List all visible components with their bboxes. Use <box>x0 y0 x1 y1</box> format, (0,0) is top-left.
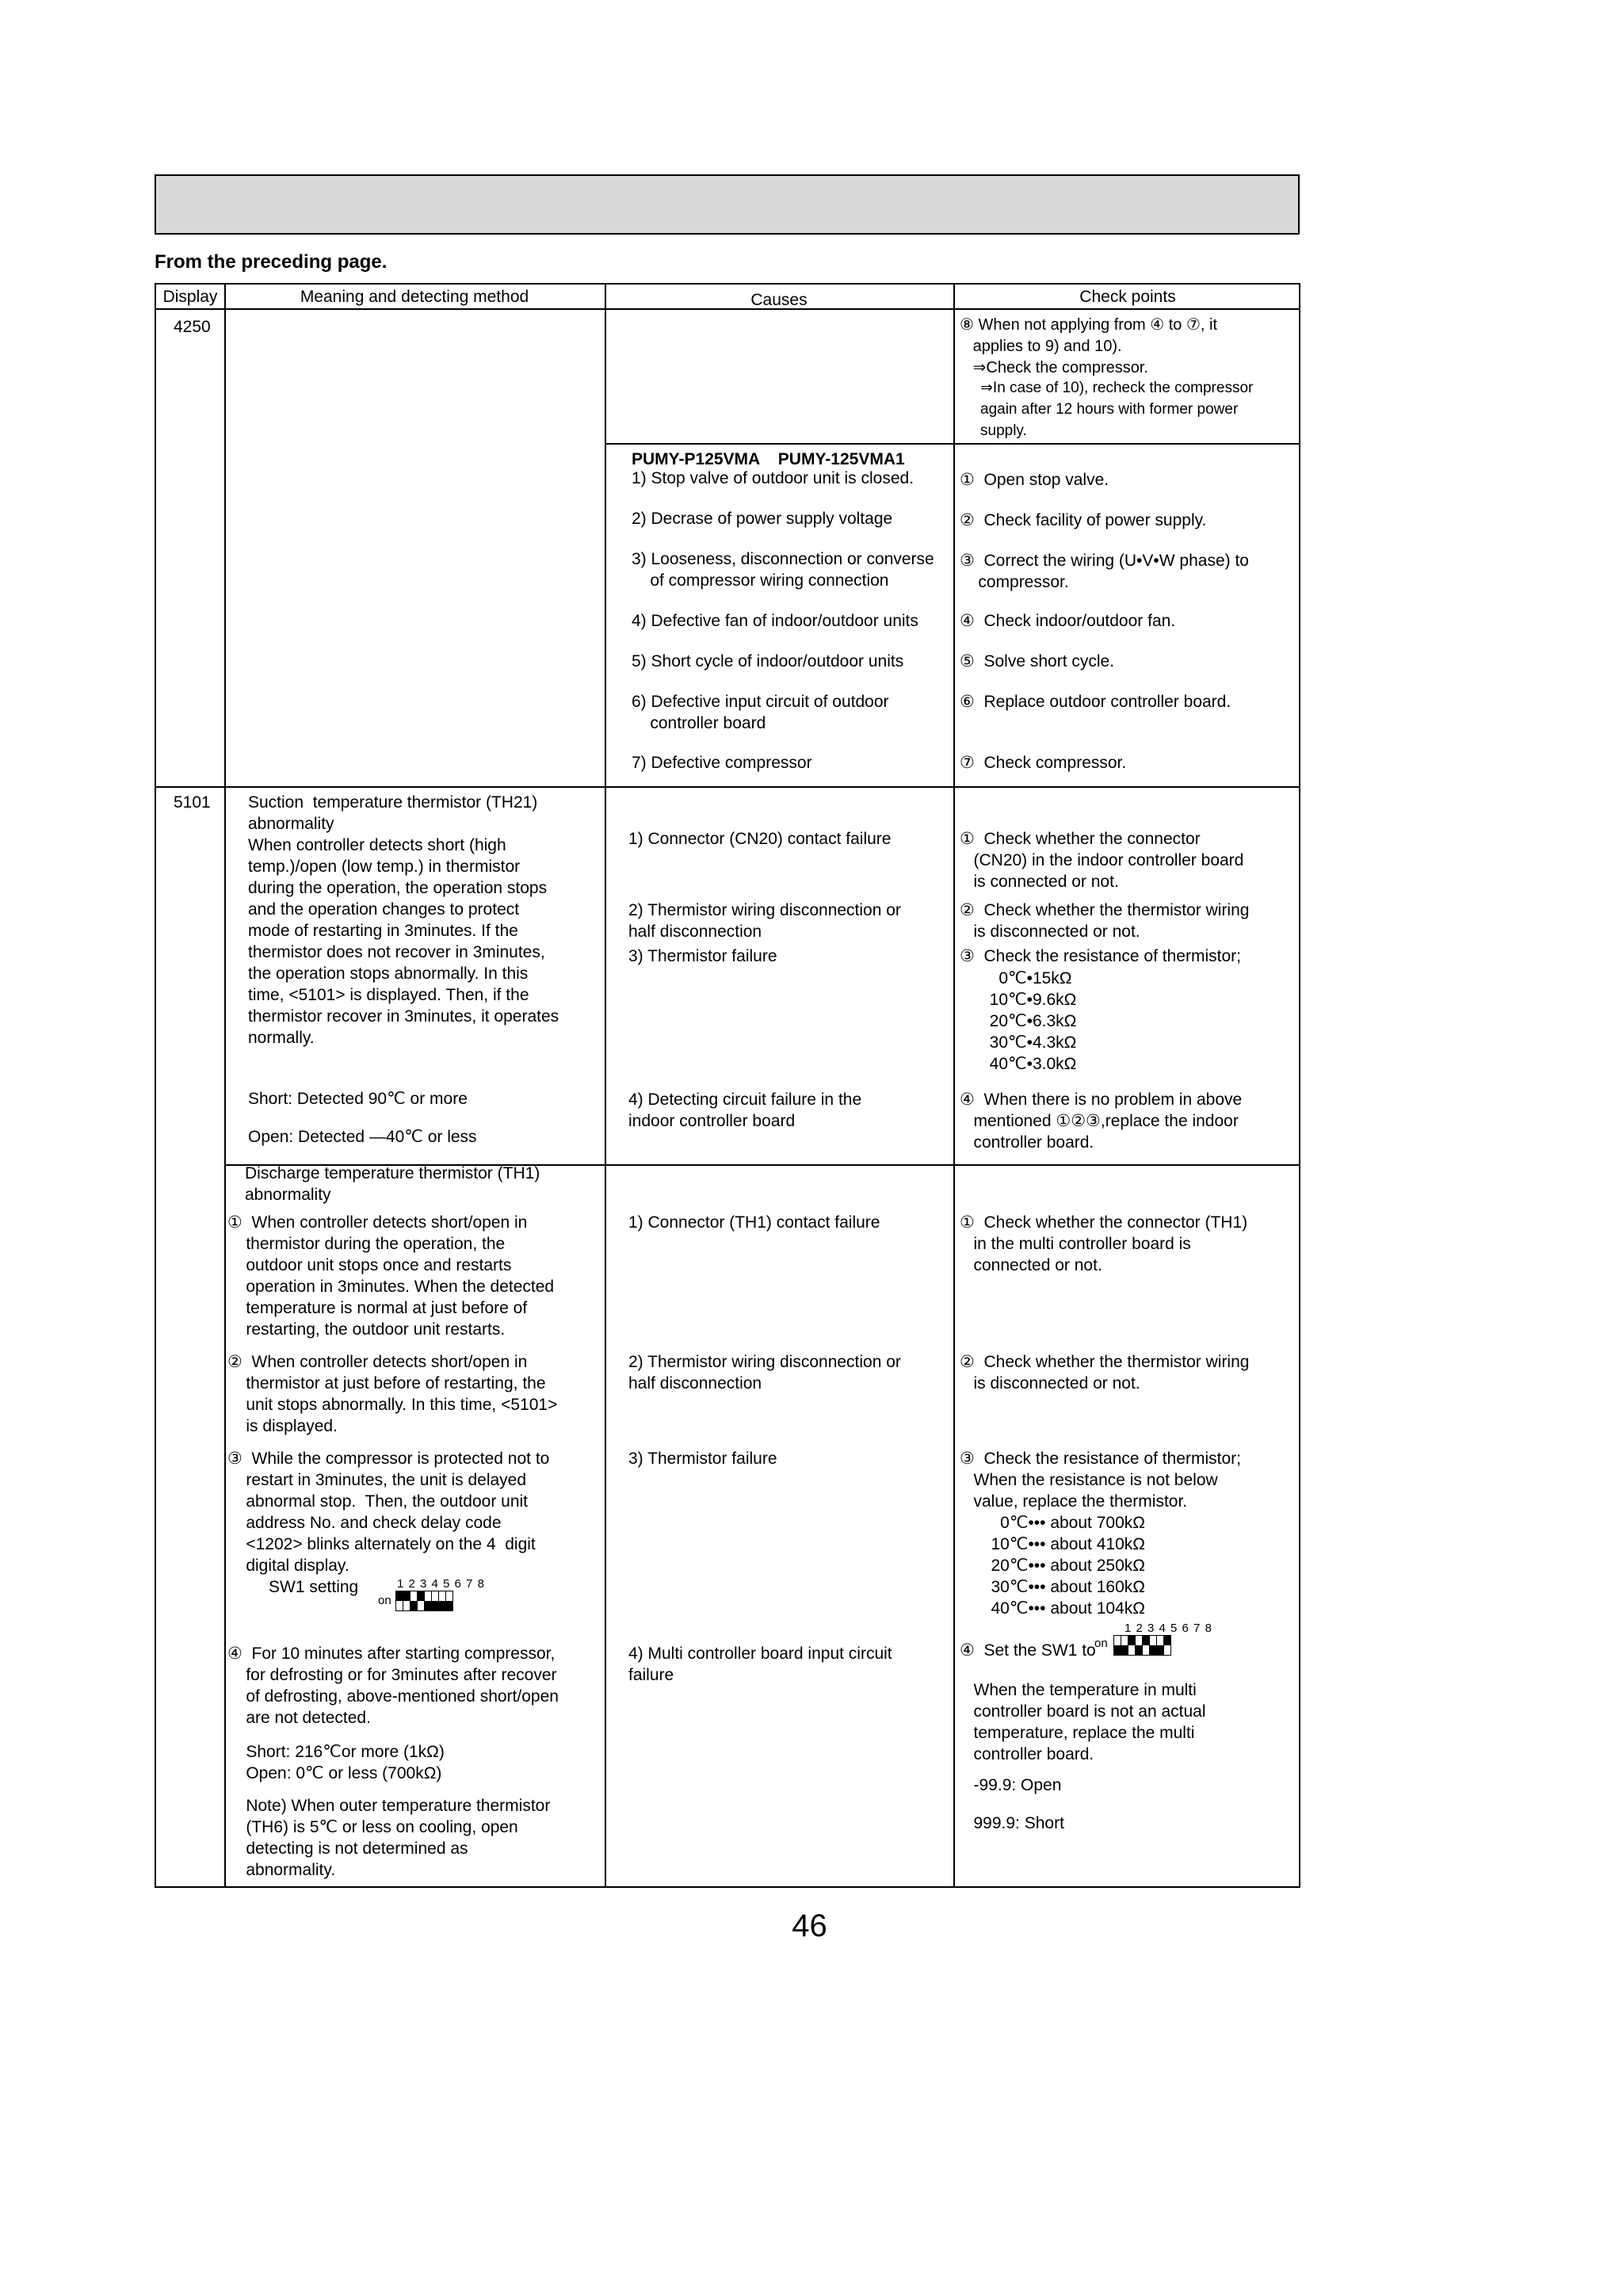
meaning-4-values: Short: 216℃or more (1kΩ) Open: 0℃ or less (700kΩ) <box>246 1743 445 1782</box>
col-header-meaning: Meaning and detecting method <box>300 288 529 306</box>
cause-7: 7) Defective compressor <box>632 754 812 772</box>
dip-bit <box>1163 1635 1171 1656</box>
check-4-detail: When the temperature in multi controller board is not an actual temperature, replace the multi controller board. <box>973 1681 1206 1763</box>
meaning-2: ② When controller detects short/open in thermistor at just before of restarting, the unit stops abnormally. In this time, <5101> is displayed. <box>227 1353 558 1435</box>
check-8b: ⇒In case of 10), recheck the compressor again after 12 hours with former power supply. <box>980 380 1254 439</box>
check-3: ③ Correct the wiring (U•V•W phase) to compressor. <box>960 552 1249 591</box>
col-divider <box>605 285 606 1886</box>
sw1-dip-switch: 1 2 3 4 5 6 7 8 on <box>378 1578 485 1611</box>
check-6: ⑥ Replace outdoor controller board. <box>960 693 1231 711</box>
trouble-table <box>155 283 1300 1888</box>
row-divider <box>156 786 1299 788</box>
dip-bit <box>445 1591 453 1611</box>
resistance-table: 0℃•15kΩ 10℃•9.6kΩ 20℃•6.3kΩ 30℃•4.3kΩ 40℃•3.0kΩ <box>989 969 1077 1073</box>
row-divider <box>605 443 1299 445</box>
check-1: ① Open stop valve. <box>960 471 1109 489</box>
cause-4: 4) Defective fan of indoor/outdoor units <box>632 612 918 630</box>
header-banner <box>155 174 1300 235</box>
code-4250: 4250 <box>174 318 211 336</box>
check-3: ③ Check the resistance of thermistor; When the resistance is not below value, replace the thermistor. <box>960 1450 1241 1511</box>
check-4: ④ When there is no problem in above mentioned ①②③,replace the indoor controller board. <box>960 1091 1243 1152</box>
cause-2: 2) Decrase of power supply voltage <box>632 510 893 528</box>
cause-2: 2) Thermistor wiring disconnection or half disconnection <box>628 1353 901 1392</box>
cause-3: 3) Thermistor failure <box>628 947 777 965</box>
meaning-discharge-title: Discharge temperature thermistor (TH1) abnormality <box>245 1164 540 1204</box>
short-value: 999.9: Short <box>960 1814 1064 1832</box>
check-2: ② Check whether the thermistor wiring is disconnected or not. <box>960 901 1250 941</box>
col-divider <box>224 285 226 1886</box>
check-1: ① Check whether the connector (TH1) in the multi controller board is connected or not. <box>960 1213 1248 1274</box>
meaning-4: ④ For 10 minutes after starting compressor, for defrosting or for 3minutes after recover of defrosting, above-mentioned short/open are not detected. <box>227 1645 559 1727</box>
col-divider <box>953 285 955 1886</box>
cause-1: 1) Connector (TH1) contact failure <box>628 1213 880 1232</box>
code-5101: 5101 <box>174 793 211 812</box>
cause-3: 3) Thermistor failure <box>628 1450 777 1468</box>
meaning-suction: Suction temperature thermistor (TH21) abnormality When controller detects short (high temp.)/open (low temp.) in thermistor during the operation, the operation stops and the operation changes to protect mode of restarting in 3minutes. If the thermistor does not recover in 3minutes, the operation stops abnormally. In this time, <5101> is displayed. Then, if the thermistor recover in 3minutes, it operates normally. <box>248 793 559 1047</box>
check-5: ⑤ Solve short cycle. <box>960 652 1115 670</box>
sw1-dip-switch-set: 1 2 3 4 5 6 7 8 on <box>1094 1622 1212 1656</box>
cause-5: 5) Short cycle of indoor/outdoor units <box>632 652 904 670</box>
col-header-display: Display <box>162 288 218 306</box>
check-2: ② Check whether the thermistor wiring is disconnected or not. <box>960 1353 1250 1392</box>
meaning-note: Note) When outer temperature thermistor (TH6) is 5℃ or less on cooling, open detecting is not determined as abnormality. <box>246 1797 551 1879</box>
check-3: ③ Check the resistance of thermistor; <box>960 947 1241 965</box>
cause-6: 6) Defective input circuit of outdoor controller board <box>632 693 889 732</box>
check-4: ④ Set the SW1 to <box>960 1641 1096 1660</box>
meaning-open: Open: Detected —40℃ or less <box>248 1128 477 1146</box>
model-names: PUMY-P125VMA PUMY-125VMA1 <box>632 450 905 468</box>
cause-2: 2) Thermistor wiring disconnection or half disconnection <box>628 901 901 941</box>
check-4: ④ Check indoor/outdoor fan. <box>960 612 1176 630</box>
check-7: ⑦ Check compressor. <box>960 754 1127 772</box>
cause-1: 1) Stop valve of outdoor unit is closed. <box>632 469 915 487</box>
cause-4: 4) Multi controller board input circuit failure <box>628 1645 892 1684</box>
cause-4: 4) Detecting circuit failure in the indoor controller board <box>628 1091 862 1130</box>
col-header-causes: Causes <box>750 291 808 309</box>
cause-3: 3) Looseness, disconnection or converse of compressor wiring connection <box>632 550 934 590</box>
meaning-3: ③ While the compressor is protected not to restart in 3minutes, the unit is delayed abnormal stop. Then, the outdoor unit address No. and check delay code <1202> blinks alternately on the 4 digit digital display. <box>227 1450 550 1575</box>
cause-1: 1) Connector (CN20) contact failure <box>628 830 892 848</box>
col-header-check: Check points <box>1079 288 1176 306</box>
meaning-short: Short: Detected 90℃ or more <box>248 1090 468 1108</box>
open-value: -99.9: Open <box>960 1776 1062 1794</box>
meaning-1: ① When controller detects short/open in thermistor during the operation, the outdoor unit stops once and restarts operation in 3minutes. When the detected temperature is normal at just before of restarting, the outdoor unit restarts. <box>227 1213 555 1339</box>
continuation-title: From the preceding page. <box>155 251 388 273</box>
resistance-table: 0℃••• about 700kΩ 10℃••• about 410kΩ 20℃••• about 250kΩ 30℃••• about 160kΩ 40℃••• about 104kΩ <box>991 1514 1145 1618</box>
sw1-setting-label: SW1 setting <box>269 1578 359 1596</box>
check-2: ② Check facility of power supply. <box>960 511 1207 529</box>
check-8: ⑧ When not applying from ④ to ⑦, it applies to 9) and 10). ⇒Check the compressor. <box>960 316 1218 376</box>
check-1: ① Check whether the connector (CN20) in the indoor controller board is connected or not. <box>960 830 1244 891</box>
page-number: 46 <box>792 1908 827 1943</box>
